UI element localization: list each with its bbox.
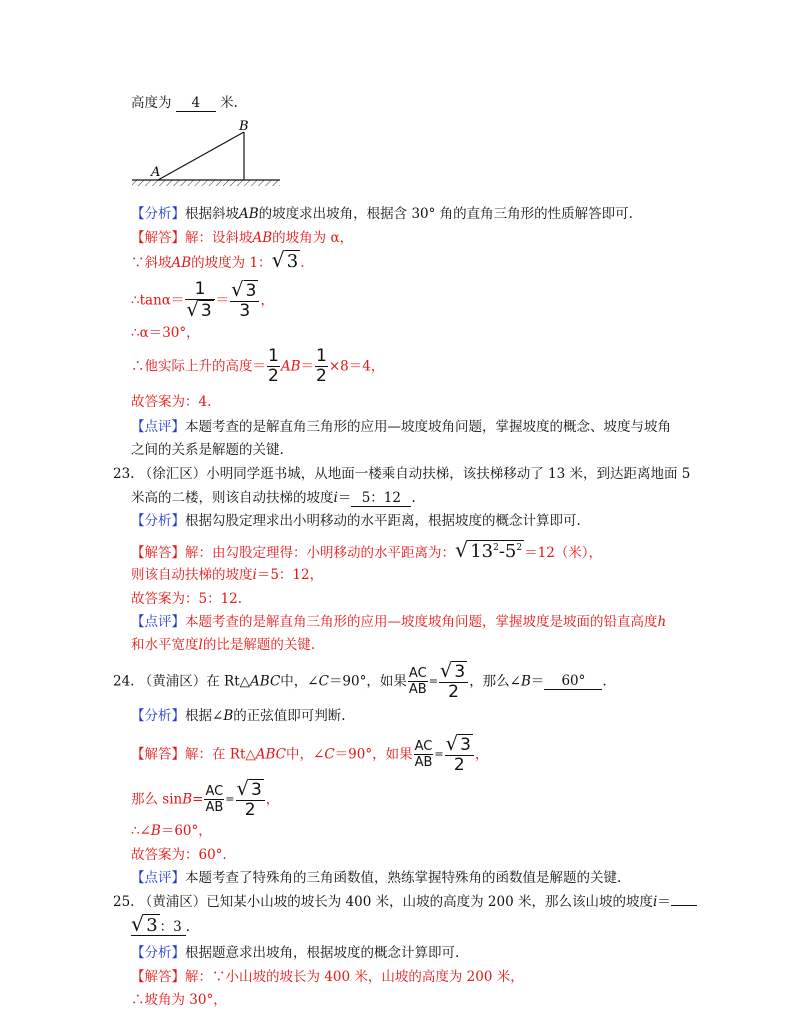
p22-height-line: 高度为 4 米. bbox=[131, 95, 238, 111]
fraction-half-2: $\frac{1}{2}$ bbox=[316, 346, 327, 386]
slope-figure bbox=[128, 118, 288, 188]
p23-analysis: 【分析】根据勾股定理求出小明移动的水平距离，根据坡度的概念计算即可. bbox=[131, 513, 581, 529]
p25-answer-blank: √ 3 ：3 bbox=[131, 916, 186, 936]
fraction-sqrt3-over-2: $\frac{√ 3}{2}$ bbox=[439, 661, 468, 702]
p24-answer-blank: 60° bbox=[544, 673, 602, 690]
p24-comment: 【点评】本题考查了特殊角的三角函数值，熟练掌握特殊角的函数值是解题的关键. bbox=[131, 870, 622, 886]
p24-question: 24. （黄浦区）在 Rt△ABC中，∠C＝90°，如果 $\frac{AC}{AB}$ = $\frac{√ 3}{2}$ ，那么∠B＝ 60° . bbox=[113, 659, 607, 702]
p22-comment-2: 之间的关系是解题的关键. bbox=[131, 442, 284, 458]
p22-rise-line: ∴他实际上升的高度＝ $\frac{1}{2}$ AB＝ $\frac{1}{2}$ ×8＝4， bbox=[131, 346, 385, 386]
p24-sinb-line: 那么 sinB= $\frac{AC}{AB}$ = $\frac{√ 3}{2}$ ， bbox=[131, 777, 280, 820]
slope-line bbox=[158, 132, 244, 180]
p23-comment-1: 【点评】本题考查的是解直角三角形的应用—坡度坡角问题，掌握坡度是坡面的铅直高度h bbox=[131, 614, 667, 630]
p22-solution-line-1: 【解答】解：设斜坡AB的坡角为 α， bbox=[131, 230, 354, 246]
p24-final-answer: 故答案为：60°. bbox=[131, 847, 227, 863]
p23-solution-line-2: 则该自动扶梯的坡度i＝5：12， bbox=[131, 567, 324, 583]
fraction-ac-over-ab: $\frac{AC}{AB}$ bbox=[408, 666, 427, 697]
p25-solution-line-2: ∴坡角为 30°， bbox=[131, 992, 227, 1008]
p25-question-1: 25. （黄浦区）已知某小山坡的坡长为 400 米，山坡的高度为 200 米，那么该山坡的坡度i＝ bbox=[113, 893, 697, 911]
ground-hatch bbox=[132, 180, 280, 186]
fraction-half: $\frac{1}{2}$ bbox=[268, 346, 279, 386]
fraction-sqrt3-over-3: $\frac{√ 3}{3}$ bbox=[230, 280, 259, 321]
p24-angle-line: ∴∠B＝60°， bbox=[131, 823, 212, 839]
p23-question-1: 23. （徐汇区）小明同学逛书城，从地面一楼乘自动扶梯，该扶梯移动了 13 米，到达距离地面 5 bbox=[113, 466, 691, 482]
p22-alpha-line: ∴α＝30°， bbox=[131, 325, 200, 341]
p22-answer-blank: 4 bbox=[176, 95, 216, 112]
p22-comment-1: 【点评】本题考查的是解直角三角形的应用—坡度坡角问题，掌握坡度的概念、坡度与坡角 bbox=[131, 419, 671, 435]
p22-final-answer: 故答案为：4. bbox=[131, 394, 212, 410]
p24-analysis: 【分析】根据∠B的正弦值即可判断. bbox=[131, 708, 346, 724]
p25-solution-line-1: 【解答】解：∵小山坡的坡长为 400 米，山坡的高度为 200 米， bbox=[131, 969, 524, 985]
p23-final-answer: 故答案为：5：12. bbox=[131, 591, 243, 607]
comment-tag: 【点评】 bbox=[131, 419, 185, 435]
sqrt-13sq-minus-5sq: √ $13^2-5^2$ bbox=[455, 538, 523, 562]
point-a-label: A bbox=[151, 165, 161, 180]
p23-answer-blank: 5：12 bbox=[351, 490, 411, 507]
p23-comment-2: 和水平宽度l的比是解题的关键. bbox=[131, 637, 316, 653]
fraction-1-over-sqrt3: $\frac{1}{√ 3}$ bbox=[185, 280, 214, 321]
solution-tag: 【解答】 bbox=[131, 230, 185, 246]
sqrt3: √ 3 bbox=[271, 248, 299, 272]
p23-question-2: 米高的二楼，则该自动扶梯的坡度i＝ 5：12 . bbox=[131, 490, 416, 506]
p22-tan-line: ∴tanα＝ $\frac{1}{√ 3}$ ＝ $\frac{√ 3}{3}$ ， bbox=[131, 278, 274, 321]
point-b-label: B bbox=[239, 119, 249, 134]
analysis-tag: 【分析】 bbox=[131, 206, 185, 222]
p23-solution-line-1: 【解答】解：由勾股定理得：小明移动的水平距离为：√ $13^2-5^2 =12$（米）， bbox=[131, 538, 603, 562]
p25-question-2: √ 3 ：3 . bbox=[131, 912, 191, 936]
p22-analysis: 【分析】根据斜坡AB的坡度求出坡角，根据含 30° 角的直角三角形的性质解答即可. bbox=[131, 206, 633, 222]
p24-solution-line-1: 【解答】解：在 Rt△ABC中，∠C＝90°，如果 $\frac{AC}{AB}$ = $\frac{√ 3}{2}$ ， bbox=[131, 732, 489, 775]
p25-analysis: 【分析】根据题意求出坡角，根据坡度的概念计算即可. bbox=[131, 945, 460, 961]
p25-answer-blank-start bbox=[671, 905, 697, 906]
p22-slope-ratio-line: ∵斜坡AB的坡度为 1：√ 3 . bbox=[131, 248, 305, 272]
